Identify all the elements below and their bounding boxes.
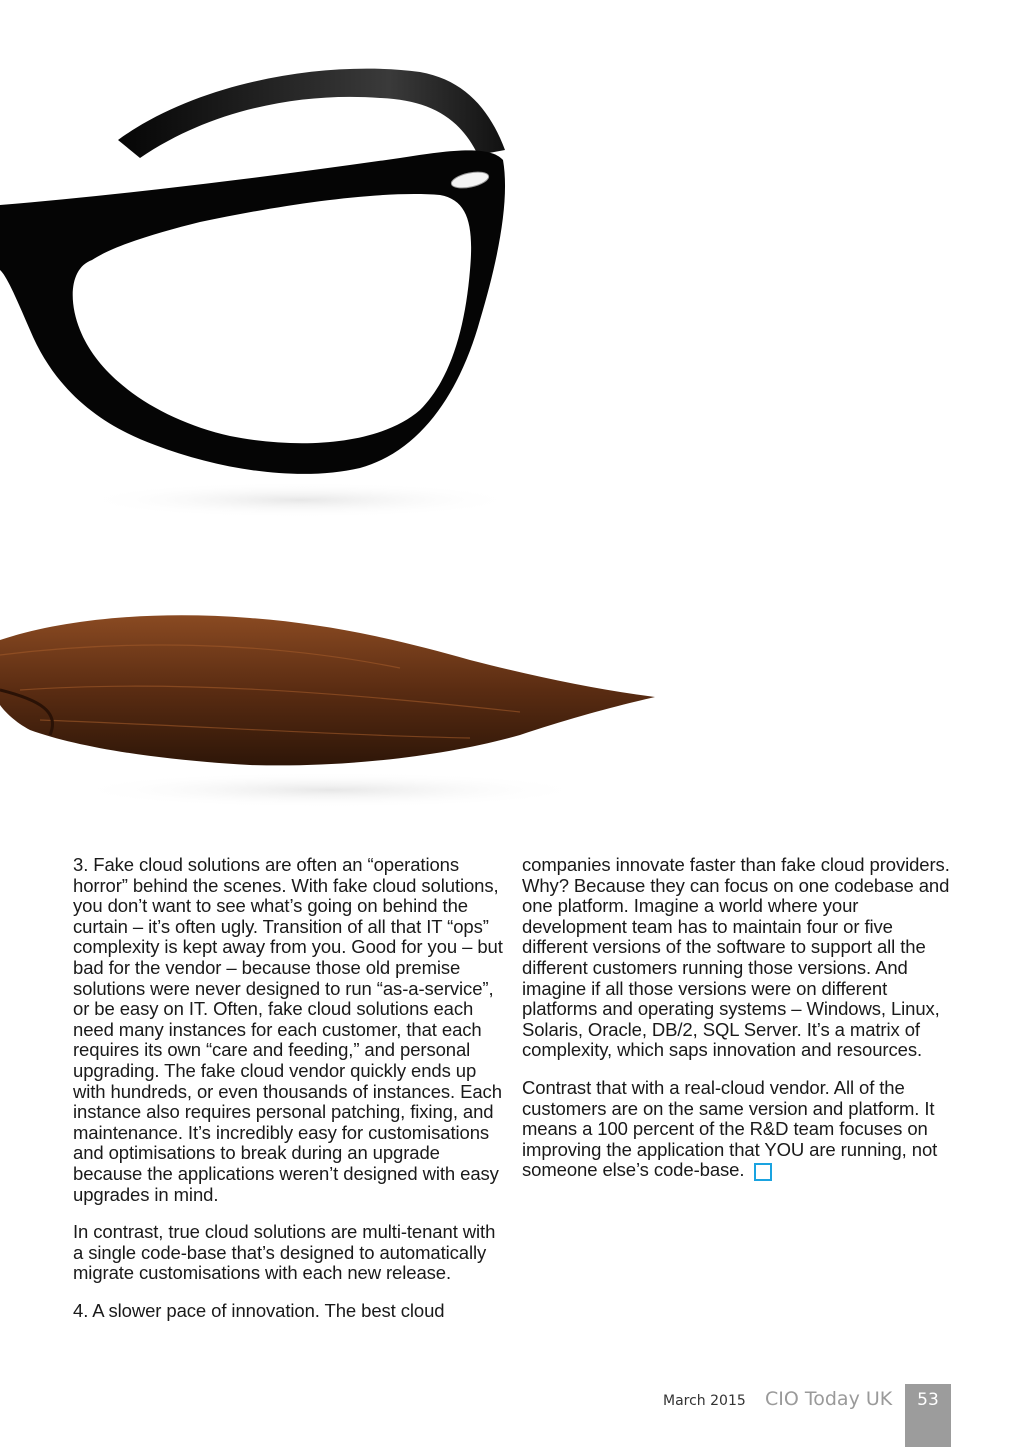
article-paragraph: companies innovate faster than fake cloud providers. Why? Because they can focus on one codebase and one platform. Imagine a world where your development team has to maintain four or five different versions of the software to support all the different customers running those versions. And imagine if all those versions were on different platforms and operating systems – Windows, Linux, Solaris, Oracle, DB/2, SQL Server. It’s a matrix of complexity, which saps innovation and resources. [522, 854, 950, 1061]
end-of-article-icon [754, 1163, 772, 1181]
page-number-box [905, 1384, 951, 1447]
page-number: 53 [917, 1390, 939, 1410]
article-paragraph: 3. Fake cloud solutions are often an “operations horror” behind the scenes. With fake cloud solutions, you don’t want to see what’s going on behind the curtain – it’s often ugly. Transition of all that IT “ops” complexity is kept away from you. Good for you – but bad for the vendor – because those old premise solutions were never designed to run “as-a-service”, or be easy on IT. Often, fake cloud solutions each need many instances for each customer, that each requires its own “care and feeding,” and personal upgrading. The fake cloud vendor quickly ends up with hundreds, or even thousands of instances. Each instance also requires personal patching, fixing, and maintenance. It’s incredibly easy for customisations and optimisations to break during an upgrade because the applications weren’t designed with easy upgrades in mind. [73, 854, 503, 1205]
footer-magazine-title: CIO Today UK [765, 1388, 893, 1410]
glasses-arm [118, 69, 505, 158]
article-right-column [522, 855, 954, 1198]
footer-date: March 2015 [663, 1393, 746, 1409]
glasses-frame [0, 150, 505, 474]
article-paragraph-last [522, 1078, 954, 1181]
article-paragraph: In contrast, true cloud solutions are multi-tenant with a single code-base that’s designed to automatically migrate customisations with each new release. [73, 1221, 496, 1284]
article-left-column [73, 855, 505, 1338]
article-paragraph-text: Contrast that with a real-cloud vendor. All of the customers are on the same version and platform. It means a 100 percent of the R&D team focuses on improving the application that YOU are running, not someone else’s code-base. [522, 1076, 938, 1181]
moustache-hair [0, 615, 655, 765]
article-paragraph: 4. A slower pace of innovation. The best cloud [73, 1299, 445, 1321]
